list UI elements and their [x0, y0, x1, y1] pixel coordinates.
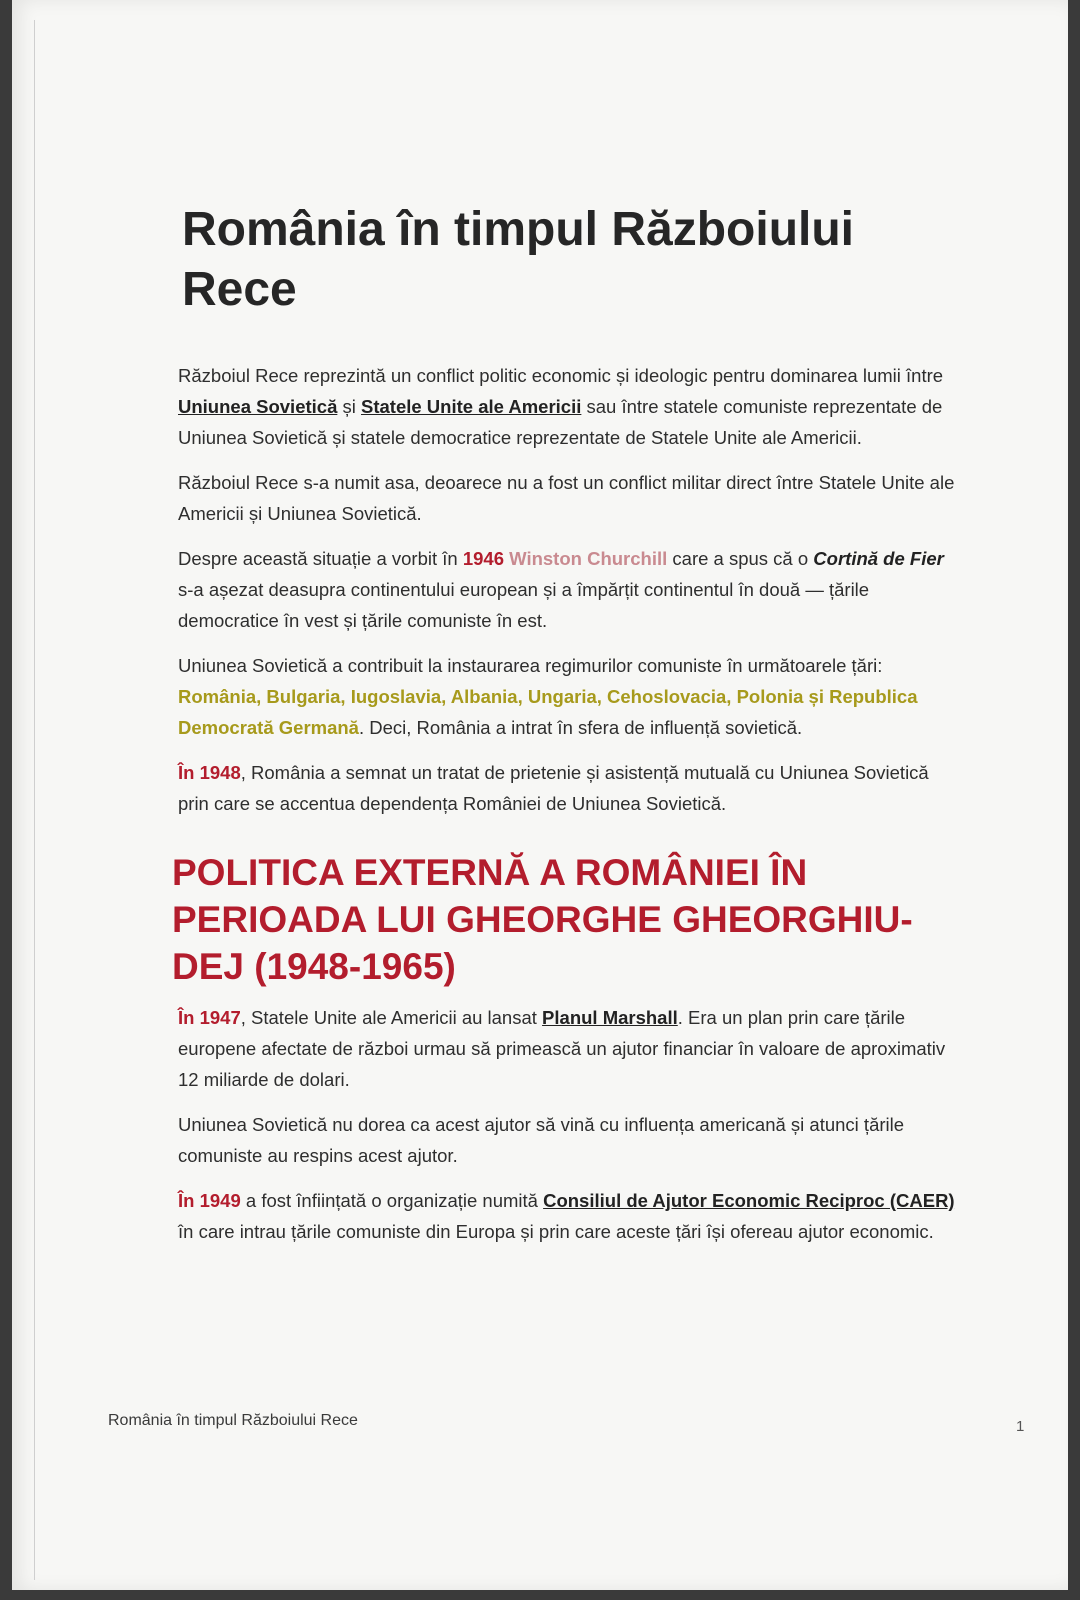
paragraph-treaty-1948 [178, 757, 962, 819]
text: care a spus că o [667, 548, 814, 569]
text: Războiul Rece reprezintă un conflict politic economic și ideologic pentru dominarea lumii între [178, 365, 944, 386]
text: a fost înființată o organizație numită [240, 1190, 544, 1211]
term-planul-marshall: Planul Marshall [542, 1007, 678, 1028]
year-1949: În 1949 [178, 1190, 241, 1211]
paragraph-name-origin [178, 467, 962, 529]
footer-title: România în timpul Războiului Rece [108, 1412, 358, 1429]
text: Uniunea Sovietică a contribuit la instaurarea regimurilor comuniste în următoarele țări: [178, 655, 883, 676]
page-edge-line [34, 20, 35, 1580]
text: , România a semnat un tratat de prietenie și asistență mutuală cu Uniunea Sovietică prin care se accentua dependența României de Uniunea Sovietică. [178, 762, 929, 814]
paragraph-countries [178, 650, 962, 743]
paragraph-marshall [178, 1002, 962, 1095]
term-caer: Consiliul de Ajutor Economic Reciproc (CAER) [543, 1190, 955, 1211]
page-title: România în timpul Războiului Rece [182, 203, 854, 316]
paragraph-churchill [178, 543, 962, 636]
text: în care intrau țările comuniste din Europa și prin care aceste țări își ofereau ajutor economic. [178, 1221, 934, 1242]
country-list: România, Bulgaria, Iugoslavia, Albania, Ungaria, Cehoslovacia, Polonia și Republica Democrată Germană [178, 686, 918, 738]
text: Despre această situație a vorbit în [178, 548, 463, 569]
text: . Era un plan prin care țările europene afectate de război urmau să primească un ajutor financiar în valoare de aproximativ 12 miliarde de dolari. [178, 1007, 946, 1090]
text: , Statele Unite ale Americii au lansat [240, 1007, 543, 1028]
text: . Deci, România a intrat în sfera de influență sovietică. [358, 717, 803, 738]
text: Uniunea Sovietică nu dorea ca acest ajutor să vină cu influența americană și atunci țările comuniste au respins acest ajutor. [178, 1114, 905, 1166]
section-heading: POLITICA EXTERNĂ A ROMÂNIEI ÎN PERIOADA LUI GHEORGHE GHEORGHIU-DEJ (1948-1965) [172, 852, 913, 987]
term-sua: Statele Unite ale Americii [361, 396, 582, 417]
year-1948: În 1948 [178, 762, 241, 783]
text: Războiul Rece s-a numit asa, deoarece nu a fost un conflict militar direct între Statele Unite ale Americii și Uniunea Sovietică. [178, 472, 955, 524]
paragraph-caer [178, 1185, 962, 1247]
page-content [172, 200, 962, 1261]
text: sau între statele comuniste reprezentate de Uniunea Sovietică și statele democratice reprezentate de Statele Unite ale Americii. [178, 396, 943, 448]
page-number: 1 [1016, 1418, 1025, 1435]
term-uniunea-sovietica: Uniunea Sovietică [178, 396, 338, 417]
term-cortina-de-fier: Cortină de Fier [813, 548, 944, 569]
year-1947: În 1947 [178, 1007, 241, 1028]
text: s-a așezat deasupra continentului european și a împărțit continentul în două — țările democratice în vest și țările comuniste în est. [178, 579, 870, 631]
year-1946: 1946 [462, 548, 505, 569]
text: și [337, 396, 361, 417]
document-page [12, 0, 1068, 1590]
paragraph-refusal [178, 1109, 962, 1171]
paragraph-intro [178, 360, 962, 453]
name-churchill: Winston Churchill [509, 548, 668, 569]
